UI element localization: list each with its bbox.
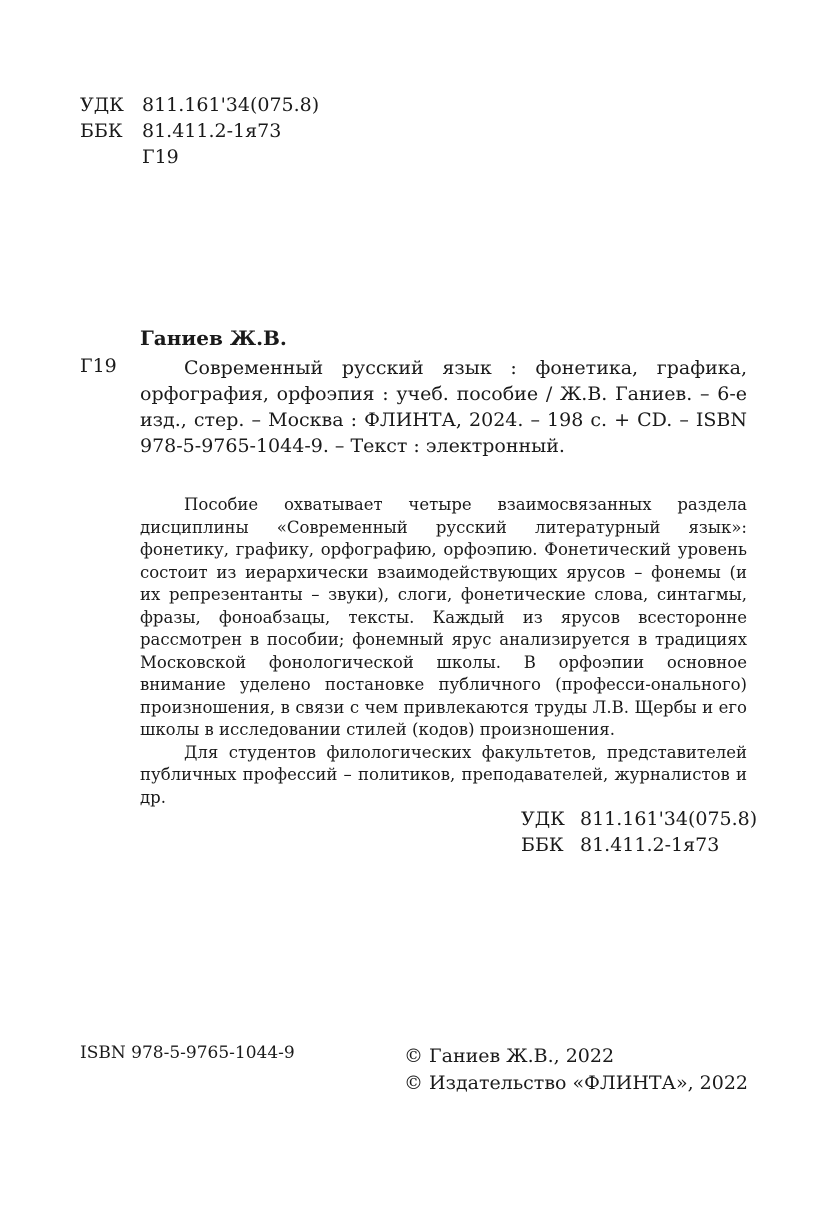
copyright-block [404, 1043, 748, 1097]
bbk-row [521, 832, 757, 858]
udk-label: УДК [80, 94, 124, 116]
bbk-value: 81.411.2-1я73 [580, 834, 720, 856]
biblio-line: Современный русский язык : фонетика, графика, [184, 357, 747, 379]
bbk-label: ББК [80, 120, 123, 142]
udk-label: УДК [521, 808, 565, 830]
udk-value: 811.161'34(075.8) [142, 94, 320, 116]
udk-row [521, 806, 757, 832]
bibliographic-cutter: Г19 [80, 355, 117, 377]
biblio-line: орфография, орфоэпия : учеб. пособие / Ж.В. Ганиев. – 6-е [140, 383, 747, 405]
bbk-label: ББК [521, 834, 564, 856]
bibliographic-description [140, 355, 747, 459]
abstract [140, 494, 747, 809]
bbk-row [80, 118, 319, 144]
biblio-line: 978-5-9765-1044-9. – Текст : электронный. [140, 435, 565, 457]
biblio-line: изд., стер. – Москва : ФЛИНТА, 2024. – 198 с. + CD. – ISBN [140, 409, 747, 431]
copyright-author: © Ганиев Ж.В., 2022 [404, 1045, 615, 1067]
author-heading: Ганиев Ж.В. [140, 326, 287, 350]
cutter-row [80, 144, 319, 170]
bottom-classification-block [521, 806, 757, 858]
udk-value: 811.161'34(075.8) [580, 808, 758, 830]
audience-paragraph: Для студентов филологических факультетов, представителей публичных профессий – политиков, преподавателей, журналистов и др. [140, 742, 747, 807]
cutter-code: Г19 [142, 146, 179, 168]
copyright-publisher: © Издательство «ФЛИНТА», 2022 [404, 1072, 749, 1094]
isbn: ISBN 978-5-9765-1044-9 [80, 1043, 295, 1063]
udk-row [80, 92, 319, 118]
bbk-value: 81.411.2-1я73 [142, 120, 282, 142]
abstract-paragraph: Пособие охватывает четыре взаимосвязанных раздела дисциплины «Современный русский литературный язык»: фонетику, графику, орфографию, орфоэпию. Фонетический уровень состоит из иерархически взаимодействующих ярусов – фонемы (и их репрезентанты – звуки), слоги, фонетические слова, синтагмы, фразы, фоноабзацы, тексты. Каждый из ярусов всесторонне рассмотрен в пособии; фонемный ярус анализируется в традициях Московской фонологической школы. В орфоэпии основное внимание уделено постановке публичного (професси-онального) произношения, в связи с чем привлекаются труды Л.В. Щербы и его школы в исследовании стилей (кодов) произношения. [140, 495, 747, 739]
top-classification-block [80, 92, 319, 170]
